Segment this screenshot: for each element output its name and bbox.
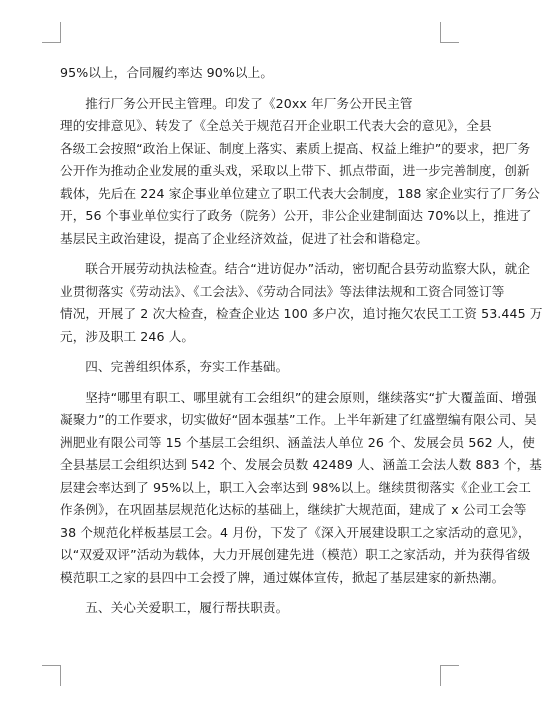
text-line: 联合开展劳动执法检查。结合“进访促办”活动，密切配合县劳动监察大队，就企: [85, 261, 531, 276]
text-line: 业贯彻落实《劳动法》、《工会法》、《劳动合同法》等法律法规和工资合同签订等: [60, 283, 505, 299]
paragraph-union-organization: [60, 387, 542, 590]
text-line: 载体，先后在 224 家企事业单位建立了职工代表大会制度，188 家企业实行了厂务公: [60, 185, 540, 201]
crop-mark-bottom-right: [440, 665, 459, 686]
text-line: 95%以上，合同履约率达 90%以上。: [60, 65, 274, 80]
text-line: 基层民主政治建设，提高了企业经济效益，促进了社会和谐稳定。: [60, 230, 429, 246]
text-line: 以“双爱双评”活动为载体，大力开展创建先进（模范）职工之家活动，并为获得省级: [60, 547, 531, 562]
text-line: 层建会率达到了 95%以上，职工入会率达到 98%以上。继续贯彻落实《企业工会工: [60, 479, 531, 495]
text-line: 理的安排意见》、转发了《全总关于规范召开企业职工代表大会的意见》，全县: [60, 118, 492, 133]
text-line: 四、完善组织体系，夯实工作基础。: [85, 359, 289, 374]
text-line: 模范职工之家的县四中工会授了牌，通过媒体宣传，掀起了基层建家的新热潮。: [60, 569, 505, 585]
paragraph-labor-inspection: [60, 258, 543, 348]
text-line: 各级工会按照“政治上保证、制度上落实、素质上提高、权益上维护”的要求，把厂务: [60, 140, 531, 156]
text-line: 坚持“哪里有职工、哪里就有工会组织”的建会原则，继续落实“扩大覆盖面、增强: [85, 389, 537, 405]
text-line: 情况，开展了 2 次大检查，检查企业达 100 多户次，追讨拖欠农民工工资 53.445 万: [60, 306, 543, 321]
crop-mark-top-right: [440, 22, 459, 43]
text-line: 凝聚力”的工作要求，切实做好“固本强基”工作。上半年新建了红盛塑编有限公司、吴: [60, 412, 537, 427]
paragraph-continuation: [60, 62, 440, 85]
text-line: 公开作为推动企业发展的重头戏，采取以上带下、抓点带面，进一步完善制度，创新: [60, 163, 530, 178]
crop-mark-top-left: [42, 22, 61, 43]
crop-mark-bottom-left: [42, 665, 61, 686]
section-heading-five: [60, 597, 440, 620]
section-heading-four: [60, 356, 440, 379]
text-line: 五、关心关爱职工，履行帮扶职责。: [85, 600, 289, 615]
paragraph-factory-affairs: [60, 93, 540, 251]
text-line: 推行厂务公开民主管理。印发了《20xx 年厂务公开民主管: [85, 95, 413, 111]
text-line: 洲肥业有限公司等 15 个基层工会组织、涵盖法人单位 26 个、发展会员 562 人，使: [60, 434, 535, 450]
text-line: 全县基层工会组织达到 542 个、发展会员数 42489 人、涵盖工会法人数 883 个，基: [60, 457, 542, 472]
text-line: 开，56 个事业单位实行了政务（院务）公开，非公企业建制面达 70%以上，推进了: [60, 208, 532, 223]
document-body: [60, 62, 543, 628]
text-line: 38 个规范化样板基层工会。4 月份，下发了《深入开展建设职工之家活动的意见》，: [60, 524, 531, 540]
text-line: 作条例》，在巩固基层规范化达标的基础上，继续扩大规范面，建成了 x 公司工会等: [60, 502, 527, 517]
text-line: 元，涉及职工 246 人。: [60, 328, 195, 344]
